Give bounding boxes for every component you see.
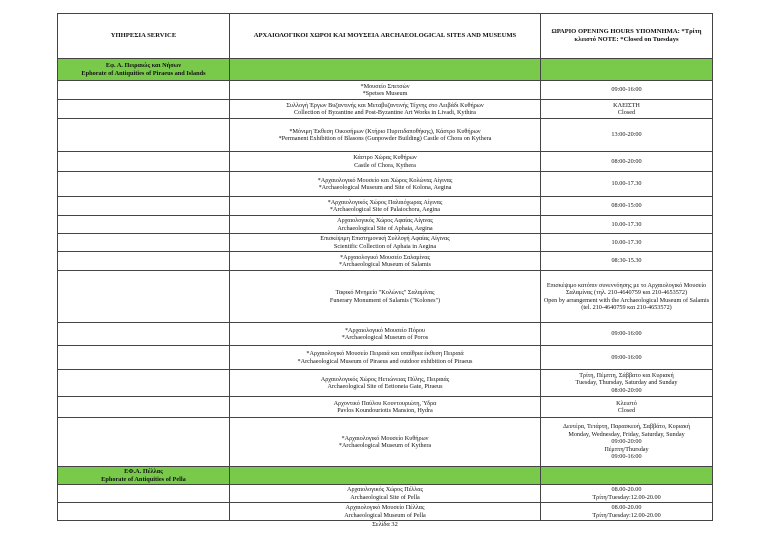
- table-row: [58, 152, 713, 172]
- opening-hours: Επισκέψιμο κατόπιν συνεννόησης με το Αρχαιολογικό Μουσείο Σαλαμίνας (τηλ. 210-4640759 και 210-4653572) Open by arrangement with the Archaeological Museum of Salamis (tel. 210-4640759 και 210-4653572): [541, 271, 713, 323]
- site-name: *Μουσείο Σπετσών *Spetses Museum: [230, 81, 541, 100]
- table-row: [58, 346, 713, 370]
- page-number: Σελίδα 32: [372, 521, 398, 528]
- site-name: Αρχαιολογικό Μουσείο Πέλλας Archaeological Museum of Pella: [230, 503, 541, 521]
- header-sites: ΑΡΧΑΙΟΛΟΓΙΚΟΙ ΧΩΡΟΙ ΚΑΙ ΜΟΥΣΕΙΑ ARCHAEOLOGICAL SITES AND MUSEUMS: [230, 14, 541, 59]
- site-name: Αρχαιολογικός Χώρος Ηετιώνειας Πύλης, Πειραιάς Archaeological Site of Eetioneia Gate, Piraeus: [230, 370, 541, 397]
- opening-hours-table: [57, 13, 713, 521]
- opening-hours: 09:00-16:00: [541, 81, 713, 100]
- opening-hours: 10.00-17.30: [541, 234, 713, 252]
- opening-hours: Κλειστό Closed: [541, 397, 713, 418]
- table-row: [58, 81, 713, 100]
- table-row: [58, 172, 713, 197]
- table-row: [58, 197, 713, 216]
- table-row: [58, 323, 713, 346]
- table-row: [58, 216, 713, 234]
- opening-hours: 08.00-20.00 Τρίτη/Tuesday:12.00-20.00: [541, 485, 713, 503]
- opening-hours: 10.00-17.30: [541, 172, 713, 197]
- opening-hours: 10.00-17.30: [541, 216, 713, 234]
- site-name: Αρχαιολογικός Χώρος Πέλλας Archaeological Site of Pella: [230, 485, 541, 503]
- section-row-piraeus: [58, 59, 713, 81]
- site-name: *Αρχαιολογικό Μουσείο και Χώρος Κολώνας Αίγινας *Archaeological Museum and Site of Kolona, Aegina: [230, 172, 541, 197]
- site-name: Αρχαιολογικός Χώρος Αφαίας Αίγινας Archaeological Site of Aphaia, Aegina: [230, 216, 541, 234]
- opening-hours: 09:00-16:00: [541, 346, 713, 370]
- opening-hours: 08.00-20.00 Τρίτη/Tuesday:12.00-20.00: [541, 503, 713, 521]
- site-name: Επισκέψιμη Επιστημονική Συλλογή Αφαίας Αίγινας Scientific Collection of Aphaia in Aegina: [230, 234, 541, 252]
- header-hours: ΩΡΑΡΙΟ OPENING HOURS ΥΠΟΜΝΗΜΑ: *Τρίτη κλειστό NOTE: *Closed on Tuesdays: [541, 14, 713, 59]
- opening-hours: 13:00-20:00: [541, 119, 713, 152]
- section-title-piraeus: Εφ. Α. Πειραιώς και Νήσων Ephorate of Antiquities of Piraeus and Islands: [58, 59, 230, 81]
- opening-hours: Δευτέρα, Τετάρτη, Παρασκευή, Σαββάτο, Κυριακή Monday, Wednesday, Friday, Saturday, Sunday 09:00-20:00 Πέμπτη/Thursday 09:00-16:00: [541, 418, 713, 467]
- table-row: [58, 397, 713, 418]
- section-title-pella: ΕΦ.Α. Πέλλας Ephorate of Antiquities of Pella: [58, 467, 230, 485]
- site-name: Κάστρο Χώρας Κυθήρων Castle of Chora, Kythera: [230, 152, 541, 172]
- table-row: [58, 252, 713, 271]
- opening-hours: ΚΛΕΙΣΤΗ Closed: [541, 100, 713, 119]
- opening-hours: 09:00-16:00: [541, 323, 713, 346]
- table-row: [58, 100, 713, 119]
- opening-hours: 08:00-20:00: [541, 152, 713, 172]
- opening-hours: 08:30-15.30: [541, 252, 713, 271]
- site-name: *Μόνιμη Έκθεση Οικοσήμων (Κτήριο Πυριτιδαποθήκης), Κάστρο Κυθήρων *Permanent Exhibition of Blasons (Gunpowder Building) Castle of Chora on Kythera: [230, 119, 541, 152]
- table-row: [58, 119, 713, 152]
- table-row: [58, 485, 713, 503]
- table-row: [58, 370, 713, 397]
- section-row-pella: [58, 467, 713, 485]
- site-name: Αρχοντικό Παύλου Κουντουριώτη, Ύδρα Pavlos Koundouriotis Mansion, Hydra: [230, 397, 541, 418]
- header-service: ΥΠΗΡΕΣΙΑ SERVICE: [58, 14, 230, 59]
- site-name: Συλλογή Έργων Βυζαντινής και Μεταβυζαντινής Τέχνης στο Λειβάδι Κυθήρων Collection of Byzantine and Post-Byzantine Art Works in Livadi, Kythira: [230, 100, 541, 119]
- table-header-row: [58, 14, 713, 59]
- table-row: [58, 503, 713, 521]
- site-name: *Αρχαιολογικό Μουσείο Πόρου *Archaeological Museum of Poros: [230, 323, 541, 346]
- table-row: [58, 271, 713, 323]
- table-row: [58, 234, 713, 252]
- opening-hours: Τρίτη, Πέμπτη, Σάββατο και Κυριακή Tuesday, Thursday, Saturday and Sunday 08:00-20:00: [541, 370, 713, 397]
- site-name: *Αρχαιολογικό Μουσείο Σαλαμίνας *Archaeological Museum of Salamis: [230, 252, 541, 271]
- table-row: [58, 418, 713, 467]
- site-name: *Αρχαιολογικός Χώρος Παλαιόχωρας Αίγινας *Archaeological Site of Palaiochora, Aegina: [230, 197, 541, 216]
- site-name: *Αρχαιολογικό Μουσείο Κυθήρων *Archaeological Museum of Kythera: [230, 418, 541, 467]
- site-name: *Αρχαιολογικό Μουσείο Πειραιά και υπαίθρια έκθεση Πειραιά *Archaeological Museum of Piraeus and outdoor exhibition of Piraeus: [230, 346, 541, 370]
- site-name: Ταφικό Μνημείο "Κολώνες" Σαλαμίνας Funerary Monument of Salamis ("Kolones"): [230, 271, 541, 323]
- opening-hours: 08:00-15:00: [541, 197, 713, 216]
